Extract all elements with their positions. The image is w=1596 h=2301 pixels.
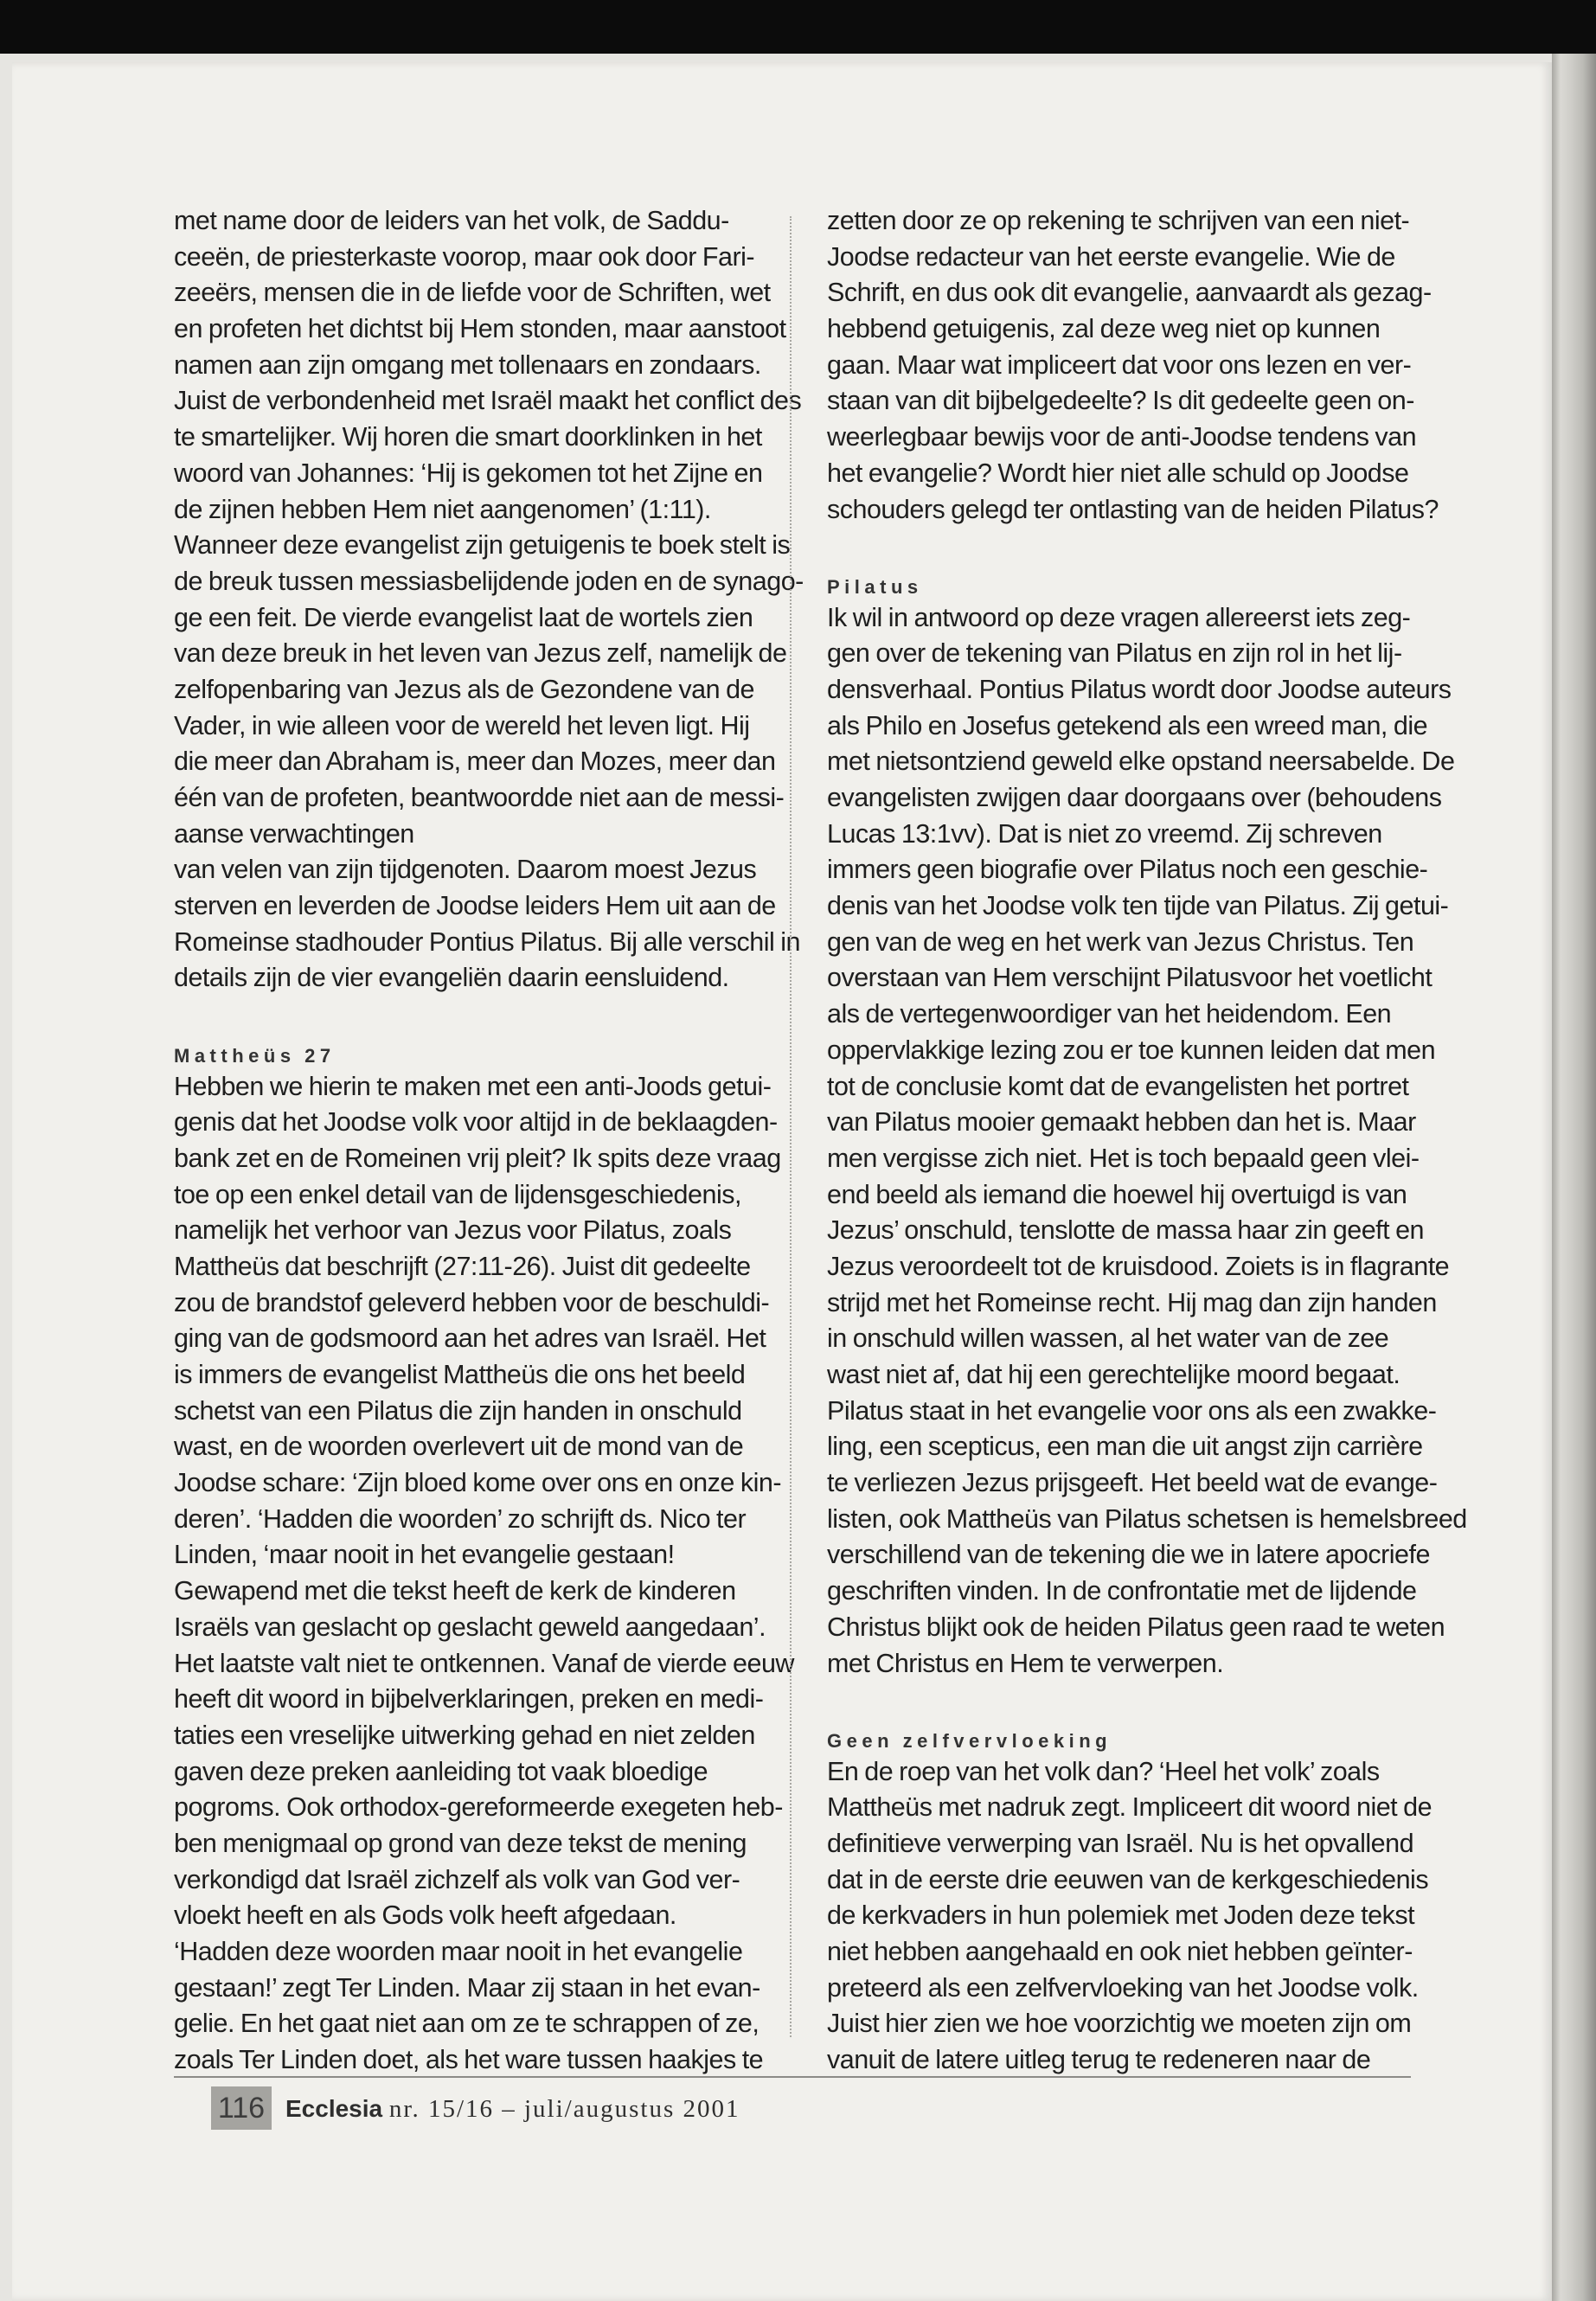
text-line: Mattheüs dat beschrijft (27:11-26). Juist dit gedeelte: [174, 1251, 751, 1281]
text-line: evangelisten zwijgen daar doorgaans over (behoudens: [827, 783, 1442, 812]
text-line: wast niet af, dat hij een gerechtelijke moord begaat.: [827, 1360, 1401, 1389]
text-line: Joodse schare: ‘Zijn bloed kome over ons en onze kin-: [174, 1468, 781, 1498]
text-line: deren’. ‘Hadden die woorden’ zo schrijft ds. Nico ter: [174, 1503, 747, 1534]
text-line: met nietsontziend geweld elke opstand neersabelde. De: [827, 747, 1455, 777]
footer-rule: [174, 2076, 1411, 2078]
text-line: woord van Johannes: ‘Hij is gekomen tot het Zijne en: [174, 458, 763, 488]
text-line: te smartelijker. Wij horen die smart doorklinken in het: [174, 422, 762, 452]
text-line: schetst van een Pilatus die zijn handen in onschuld: [174, 1395, 742, 1426]
text-line: en profeten het dichtst bij Hem stonden, maar aanstoot: [174, 314, 786, 344]
text-line: namen aan zijn omgang met tollenaars en zondaars.: [174, 349, 761, 380]
text-line: Vader, in wie alleen voor de wereld het leven ligt. Hij: [174, 710, 750, 740]
text-line: Het laatste valt niet te ontkennen. Vanaf de vierde eeuw: [174, 1648, 794, 1678]
text-line: sterven en leverden de Joodse leiders Hem uit aan de: [174, 891, 776, 921]
text-line: gaan. Maar wat impliceert dat voor ons lezen en ver-: [827, 349, 1412, 380]
text-line: ben menigmaal op grond van deze tekst de mening: [174, 1828, 747, 1858]
text-line: end beeld als iemand die hoewel hij overtuigd is van: [827, 1179, 1407, 1209]
text-line: niet hebben aangehaald en ook niet hebben geïnter-: [827, 1937, 1413, 1966]
text-line: wast, en de woorden overlevert uit de mond van de: [174, 1432, 744, 1462]
column-divider: [790, 216, 792, 2037]
text-line: Jezus’ onschuld, tenslotte de massa haar zin geeft en: [827, 1215, 1425, 1246]
text-line: Israëls van geslacht op geslacht geweld aangedaan’.: [174, 1612, 766, 1642]
text-line: densverhaal. Pontius Pilatus wordt door Joodse auteurs: [827, 674, 1452, 704]
text-line: ‘Hadden deze woorden maar nooit in het evangelie: [174, 1937, 743, 1966]
text-line: toe op een enkel detail van de lijdensgeschiedenis,: [174, 1179, 741, 1209]
text-line: Mattheüs met nadruk zegt. Impliceert dit woord niet de: [827, 1792, 1433, 1823]
text-line: strijd met het Romeinse recht. Hij mag dan zijn handen: [827, 1287, 1437, 1317]
left-paragraph-1: [174, 203, 804, 997]
text-line: verschillend van de tekening die we in latere apocriefe: [827, 1540, 1430, 1570]
text-line: zetten door ze op rekening te schrijven van een niet-: [827, 206, 1410, 235]
text-line: van deze breuk in het leven van Jezus zelf, namelijk de: [174, 638, 787, 669]
text-line: men vergisse zich niet. Het is toch bepaald geen vlei-: [827, 1143, 1420, 1173]
text-line: namelijk het verhoor van Jezus voor Pilatus, zoals: [174, 1215, 732, 1246]
text-line: ceeën, de priesterkaste voorop, maar ook door Fari-: [174, 241, 755, 272]
text-line: zou de brandstof geleverd hebben voor de beschuldi-: [174, 1287, 770, 1317]
text-line: staan van dit bijbelgedeelte? Is dit gedeelte geen on-: [827, 386, 1414, 416]
journal-name: Ecclesia: [285, 2095, 383, 2122]
text-line: de zijnen hebben Hem niet aangenomen’ (1:11).: [174, 494, 711, 524]
text-line: ling, een scepticus, een man die uit angst zijn carrière: [827, 1432, 1423, 1462]
text-line: ging van de godsmoord aan het adres van Israël. Het: [174, 1324, 766, 1354]
text-line: Juist hier zien we hoe voorzichtig we moeten zijn om: [827, 2009, 1412, 2039]
text-line: Lucas 13:1vv). Dat is niet zo vreemd. Zij schreven: [827, 818, 1382, 849]
text-line: taties een vreselijke uitwerking gehad en niet zelden: [174, 1720, 755, 1750]
text-line: pogroms. Ook orthodox-gereformeerde exegeten heb-: [174, 1792, 783, 1823]
text-line: in onschuld willen wassen, al het water van de zee: [827, 1324, 1389, 1354]
text-line: van velen van zijn tijdgenoten. Daarom moest Jezus: [174, 855, 757, 885]
text-line: tot de conclusie komt dat de evangelisten het portret: [827, 1071, 1409, 1101]
text-line: Wanneer deze evangelist zijn getuigenis te boek stelt is: [174, 530, 791, 561]
text-line: hebbend getuigenis, zal deze weg niet op kunnen: [827, 314, 1381, 344]
text-line: overstaan van Hem verschijnt Pilatusvoor het voetlicht: [827, 963, 1433, 993]
text-line: details zijn de vier evangeliën daarin eensluidend.: [174, 963, 729, 993]
right-paragraph-2: [827, 600, 1467, 1682]
text-line: Juist de verbondenheid met Israël maakt het conflict des: [174, 386, 802, 416]
text-line: heeft dit woord in bijbelverklaringen, preken en medi-: [174, 1684, 764, 1715]
text-line: vloekt heeft en als Gods volk heeft afgedaan.: [174, 1900, 676, 1931]
text-line: definitieve verwerping van Israël. Nu is het opvallend: [827, 1828, 1414, 1858]
heading-pilatus: Pilatus: [827, 575, 923, 598]
text-line: Pilatus staat in het evangelie voor ons als een zwakke-: [827, 1395, 1437, 1426]
text-line: van Pilatus mooier gemaakt hebben dan het is. Maar: [827, 1107, 1416, 1138]
text-line: Jezus veroordeelt tot de kruisdood. Zoiets is in flagrante: [827, 1251, 1450, 1281]
text-line: bank zet en de Romeinen vrij pleit? Ik spits deze vraag: [174, 1143, 781, 1173]
page-binding-edge: [1552, 54, 1596, 2301]
text-line: Joodse redacteur van het eerste evangelie. Wie de: [827, 241, 1395, 272]
page-number: 116: [211, 2086, 272, 2130]
left-column: [174, 203, 804, 2079]
text-line: gelie. En het gaat niet aan om ze te schrappen of ze,: [174, 2009, 760, 2039]
text-line: verkondigd dat Israël zichzelf als volk van God ver-: [174, 1864, 740, 1894]
text-line: Linden, ‘maar nooit in het evangelie gestaan!: [174, 1540, 675, 1570]
text-line: listen, ook Mattheüs van Pilatus schetsen is hemelsbreed: [827, 1503, 1467, 1534]
text-line: als Philo en Josefus getekend als een wreed man, die: [827, 710, 1428, 740]
text-line: te verliezen Jezus prijsgeeft. Het beeld wat de evange-: [827, 1468, 1438, 1498]
text-line: Gewapend met die tekst heeft de kerk de kinderen: [174, 1576, 736, 1606]
text-line: zeeërs, mensen die in de liefde voor de Schriften, wet: [174, 278, 771, 308]
text-line: zoals Ter Linden doet, als het ware tussen haakjes te: [174, 2045, 764, 2075]
text-line: genis dat het Joodse volk voor altijd in de beklaagden-: [174, 1107, 778, 1138]
text-line: Christus blijkt ook de heiden Pilatus geen raad te weten: [827, 1612, 1445, 1642]
text-line: oppervlakkige lezing zou er toe kunnen leiden dat men: [827, 1035, 1436, 1065]
text-line: die meer dan Abraham is, meer dan Mozes, meer dan: [174, 747, 776, 777]
text-line: de kerkvaders in hun polemiek met Joden deze tekst: [827, 1900, 1415, 1931]
text-line: gaven deze preken aanleiding tot vaak bloedige: [174, 1756, 708, 1786]
footer-publication: [285, 2092, 740, 2126]
text-line: Ik wil in antwoord op deze vragen allereerst iets zeg-: [827, 602, 1411, 632]
text-line: schouders gelegd ter ontlasting van de heiden Pilatus?: [827, 494, 1439, 524]
heading-geen-zelfvervloeking: Geen zelfvervloeking: [827, 1729, 1112, 1752]
text-line: Schrift, en dus ook dit evangelie, aanvaardt als gezag-: [827, 278, 1432, 308]
issue-info: nr. 15/16 – juli/augustus 2001: [388, 2095, 740, 2123]
text-line: gestaan!’ zegt Ter Linden. Maar zij staan in het evan-: [174, 1972, 760, 2003]
text-line: zelfopenbaring van Jezus als de Gezondene van de: [174, 674, 754, 704]
text-line: En de roep van het volk dan? ‘Heel het volk’ zoals: [827, 1756, 1380, 1786]
text-line: denis van het Joodse volk ten tijde van Pilatus. Zij getui-: [827, 891, 1449, 921]
text-line: Hebben we hierin te maken met een anti-Joods getui-: [174, 1071, 772, 1101]
text-line: weerlegbaar bewijs voor de anti-Joodse tendens van: [827, 422, 1417, 452]
text-line: met Christus en Hem te verwerpen.: [827, 1648, 1224, 1678]
text-line: gen van de weg en het werk van Jezus Christus. Ten: [827, 926, 1414, 957]
text-line: de breuk tussen messiasbelijdende joden en de synago-: [174, 566, 804, 596]
text-line: is immers de evangelist Mattheüs die ons het beeld: [174, 1360, 746, 1389]
text-line: Romeinse stadhouder Pontius Pilatus. Bij alle verschil in: [174, 926, 800, 957]
text-line: gen over de tekening van Pilatus en zijn rol in het lij-: [827, 638, 1402, 669]
scan-top-border: [0, 0, 1596, 54]
text-line: preteerd als een zelfvervloeking van het Joodse volk.: [827, 1972, 1419, 2003]
left-paragraph-2: [174, 1069, 794, 2079]
text-line: het evangelie? Wordt hier niet alle schuld op Joodse: [827, 458, 1409, 488]
right-paragraph-3: [827, 1754, 1433, 2079]
heading-mattheus-27: Mattheüs 27: [174, 1044, 336, 1067]
text-line: ge een feit. De vierde evangelist laat de wortels zien: [174, 602, 753, 632]
text-line: als de vertegenwoordiger van het heidendom. Een: [827, 999, 1392, 1029]
text-line: één van de profeten, beantwoordde niet aan de messi-: [174, 783, 785, 812]
text-line: vanuit de latere uitleg terug te redeneren naar de: [827, 2045, 1371, 2075]
text-line: immers geen biografie over Pilatus noch een geschie-: [827, 855, 1428, 885]
text-line: met name door de leiders van het volk, de Saddu-: [174, 206, 729, 235]
text-line: aanse verwachtingen: [174, 818, 414, 849]
right-column: [827, 203, 1467, 2079]
text-line: dat in de eerste drie eeuwen van de kerkgeschiedenis: [827, 1864, 1429, 1894]
text-line: geschriften vinden. In de confrontatie met de lijdende: [827, 1576, 1417, 1606]
right-paragraph-1: [827, 203, 1439, 528]
